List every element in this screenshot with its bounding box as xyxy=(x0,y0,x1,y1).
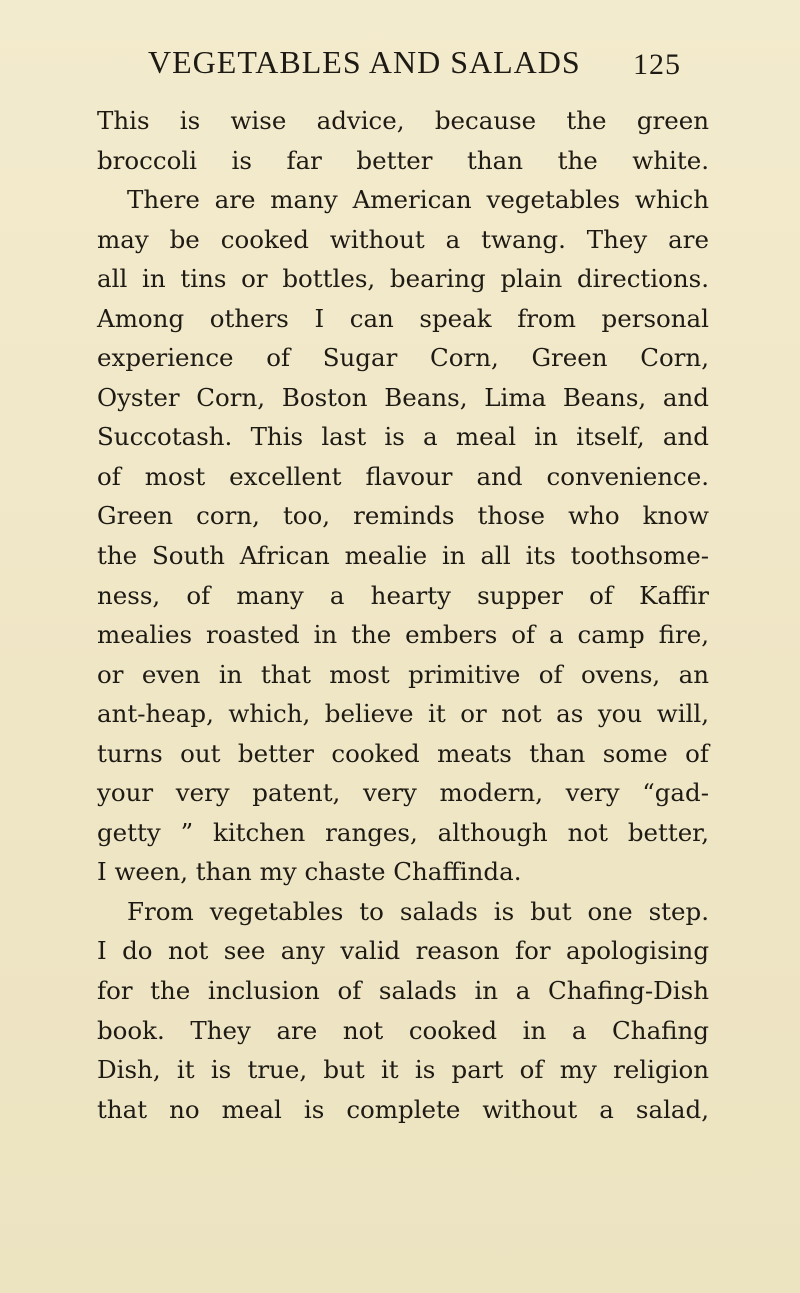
text-line: your very patent, very modern, very “gad- xyxy=(97,778,709,808)
text-line: mealies roasted in the embers of a camp fire, xyxy=(97,620,709,650)
text-line: Succotash. This last is a meal in itself, and xyxy=(97,422,709,452)
text-line: of most excellent flavour and convenience. xyxy=(97,461,709,491)
text-line: Among others I can speak from personal xyxy=(97,303,709,333)
text-line: experience of Sugar Corn, Green Corn, xyxy=(97,343,709,373)
page-header xyxy=(148,44,708,84)
text-line: or even in that most primitive of ovens, an xyxy=(97,659,709,689)
text-line: getty ” kitchen ranges, although not better, xyxy=(97,817,709,847)
text-line: This is wise advice, because the green xyxy=(97,106,709,135)
text-line: the South African mealie in all its toothsome- xyxy=(97,541,709,571)
text-line: turns out better cooked meats than some of xyxy=(97,738,709,768)
text-line: I do not see any valid reason for apologising xyxy=(97,936,709,966)
text-line: may be cooked without a twang. They are xyxy=(97,224,709,254)
text-line: all in tins or bottles, bearing plain directions. xyxy=(97,264,709,294)
text-line: for the inclusion of salads in a Chafing-Dish xyxy=(97,976,709,1006)
body-text xyxy=(97,101,709,1129)
running-title: VEGETABLES AND SALADS xyxy=(148,44,581,80)
page-number: 125 xyxy=(633,48,681,81)
text-line: There are many American vegetables which xyxy=(127,185,709,215)
text-line: From vegetables to salads is but one step. xyxy=(127,896,709,926)
text-line: ness, of many a hearty supper of Kaffir xyxy=(97,580,709,610)
text-line: Green corn, too, reminds those who know xyxy=(97,501,709,531)
text-line: that no meal is complete without a salad, xyxy=(97,1094,709,1124)
text-line: I ween, than my chaste Chaffinda. xyxy=(97,857,522,887)
text-line: ant-heap, which, believe it or not as you will, xyxy=(97,699,709,729)
text-line: broccoli is far better than the white. xyxy=(97,145,709,175)
text-line: Dish, it is true, but it is part of my religion xyxy=(97,1055,709,1085)
text-line: Oyster Corn, Boston Beans, Lima Beans, and xyxy=(97,382,709,412)
text-line: book. They are not cooked in a Chafing xyxy=(97,1015,709,1045)
